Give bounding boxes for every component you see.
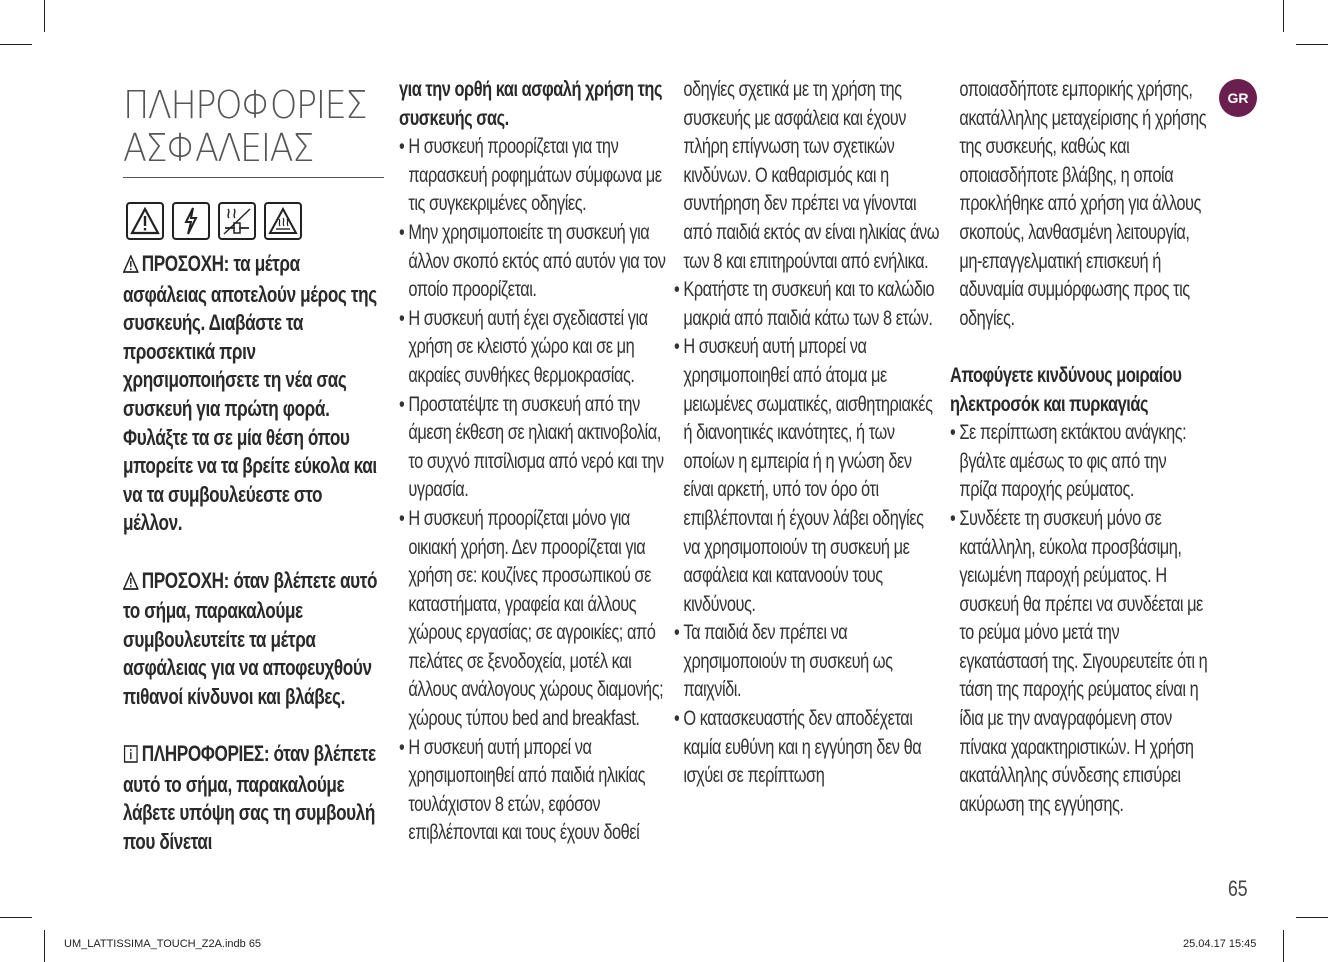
list-item: • Η συσκευή αυτή μπορεί να χρησιμοποιηθεί από άτομα με μειωμένες σωματικές, αισθητηριακές ή διανοητικές ικανότητες, ή των οποίων η εμπειρία ή η γνώση δεν είναι αρκετή, υπό τον όρο ότι επιβλέπονται ή έχουν λάβει οδηγίες να χρησιμοποιούν τη συσκευή με ασφάλεια και κατανοούν τους κινδύνους. (674, 335, 933, 616)
info-icon (123, 742, 139, 771)
list-item: • Η συσκευή προορίζεται για την παρασκευή ροφημάτων σύμφωνα με τις συγκεκριμένες οδηγίες. (399, 135, 662, 216)
crop-mark (1296, 917, 1328, 918)
section-heading: Αποφύγετε κινδύνους μοιραίου ηλεκτροσόκ και πυρκαγιάς (950, 363, 1182, 416)
page-title (123, 83, 367, 170)
crop-mark (1283, 0, 1284, 32)
safety-icons-row (126, 202, 302, 240)
column-3 (674, 76, 943, 791)
crop-mark (44, 930, 45, 962)
electric-bolt-icon (172, 202, 210, 240)
title-line-1: ΠΛΗΡΟΦΟΡΙΕΣ (123, 83, 367, 127)
column2-lead: για την ορθή και ασφαλή χρήση της συσκευής σας. (399, 78, 663, 130)
crop-mark (44, 0, 45, 32)
column-4 (950, 76, 1207, 819)
footer-datetime: 25.04.17 15:45 (1183, 938, 1257, 950)
list-item: • Η συσκευή αυτή έχει σχεδιαστεί για χρήση σε κλειστό χώρο και σε μη ακραίες συνθήκες θερμοκρασίας. (399, 306, 648, 387)
list-item: • Προστατέψτε τη συσκευή από την άμεση έκθεση σε ηλιακή ακτινοβολία, το συχνό πιτσίλισμα από νερό και την υγρασία. (399, 392, 664, 502)
title-line-2: ΑΣΦΑΛΕΙΑΣ (123, 126, 313, 170)
crop-mark (1296, 44, 1328, 45)
list-item: • Η συσκευή αυτή μπορεί να χρησιμοποιηθεί από παιδιά ηλικίας τουλάχιστον 8 ετών, εφόσον επιβλέπονται και τους έχουν δοθεί (399, 735, 646, 845)
footer-file-info: UM_LATTISSIMA_TOUCH_Z2A.indb 65 (64, 938, 262, 950)
list-item: • Σε περίπτωση εκτάκτου ανάγκης: βγάλτε αμέσως το φις από την πρίζα παροχής ρεύματος. (950, 421, 1187, 502)
column3-continuation: οδηγίες σχετικά με τη χρήση της συσκευής με ασφάλεια και έχουν πλήρη επίγνωση των σχετικών κινδύνων. Ο καθαρισμός και η συντήρηση δεν πρέπει να γίνονται από παιδιά εκτός αν είναι ηλικίας άνω των 8 και επιτηρούνται από ενήλικα. (683, 78, 940, 273)
list-item: • Κρατήστε τη συσκευή και το καλώδιο μακριά από παιδιά κάτω των 8 ετών. (674, 278, 935, 330)
warning-text-1: ΠΡΟΣΟΧΗ: τα μέτρα ασφάλειας αποτελούν μέρος της συσκευής. Διαβάστε τα προσεκτικά πριν χρησιμοποιήσετε τη νέα σας συσκευή για πρώτη φορά. Φυλάξτε τα σε μία θέση όπου μπορείτε να τα βρείτε εύκολα και να τα συμβουλεύεστε στο μέλλον. (123, 251, 377, 536)
hot-surface-icon (264, 202, 302, 240)
info-text: ΠΛΗΡΟΦΟΡΙΕΣ: όταν βλέπετε αυτό το σήμα, παρακαλούμε λάβετε υπόψη σας τη συμβουλή που δίνεται (123, 741, 376, 854)
list-item: • Τα παιδιά δεν πρέπει να χρησιμοποιούν τη συσκευή ως παιχνίδι. (674, 621, 893, 702)
crop-mark (1283, 930, 1284, 962)
column-2 (399, 76, 668, 848)
safety-warning-paragraph (123, 250, 384, 538)
list-item: • Ο κατασκευαστής δεν αποδέχεται καμία ευθύνη και η εγγύηση δεν θα ισχύει σε περίπτωση (674, 707, 922, 788)
warning-text-2: ΠΡΟΣΟΧΗ: όταν βλέπετε αυτό το σήμα, παρακαλούμε συμβουλευτείτε τα μέτρα ασφάλειας για να αποφευχθούν πιθανοί κίνδυνοι και βλάβες. (123, 567, 378, 709)
warning-triangle-icon (123, 569, 139, 598)
info-paragraph (123, 740, 384, 856)
list-item: • Η συσκευή προορίζεται μόνο για οικιακή χρήση. Δεν προορίζεται για χρήση σε: κουζίνες προσωπικού σε καταστήματα, γραφεία και άλλους χώρους εργασίας; σε αγροικίες; από πελάτες σε ξενοδοχεία, μοτέλ και άλλους ανάλογους χώρους διαμονής; χώρους τύπου bed and breakfast. (399, 506, 664, 731)
cable-unplug-icon (218, 202, 256, 240)
column-1 (123, 250, 384, 856)
crop-mark (0, 44, 32, 45)
list-item: • Συνδέετε τη συσκευή μόνο σε κατάλληλη, εύκολα προσβάσιμη, γειωμένη παροχή ρεύματος. Η συσκευή θα πρέπει να συνδέεται με το ρεύμα μόνο μετά την εγκατάστασή της. Σιγουρευτείτε ότι η τάση της παροχής ρεύματος είναι η ίδια με την αναγραφόμενη στον πίνακα χαρακτηριστικών. Η χρήση ακατάλληλης σύνδεσης επισύρει ακύρωση της εγγύησης. (950, 506, 1208, 816)
language-badge: GR (1219, 79, 1257, 117)
title-divider (123, 177, 384, 178)
crop-mark (0, 917, 32, 918)
warning-triangle-icon (123, 252, 139, 281)
warning-triangle-icon (126, 202, 164, 240)
symbol-warning-paragraph (123, 567, 384, 712)
column4-continuation: οποιασδήποτε εμπορικής χρήσης, ακατάλληλης μεταχείρισης ή χρήσης της συσκευής, καθώς και οποιασδήποτε βλάβης, η οποία προκλήθηκε από χρήση για άλλους σκοπούς, λανθασμένη λειτουργία, μη-επαγγελματική επισκευή ή αδυναμία συμμόρφωσης προς τις οδηγίες. (959, 78, 1207, 330)
page-number: 65 (1228, 876, 1248, 901)
list-item: • Μην χρησιμοποιείτε τη συσκευή για άλλον σκοπό εκτός από αυτόν για τον οποίο προορίζεται. (399, 220, 666, 302)
